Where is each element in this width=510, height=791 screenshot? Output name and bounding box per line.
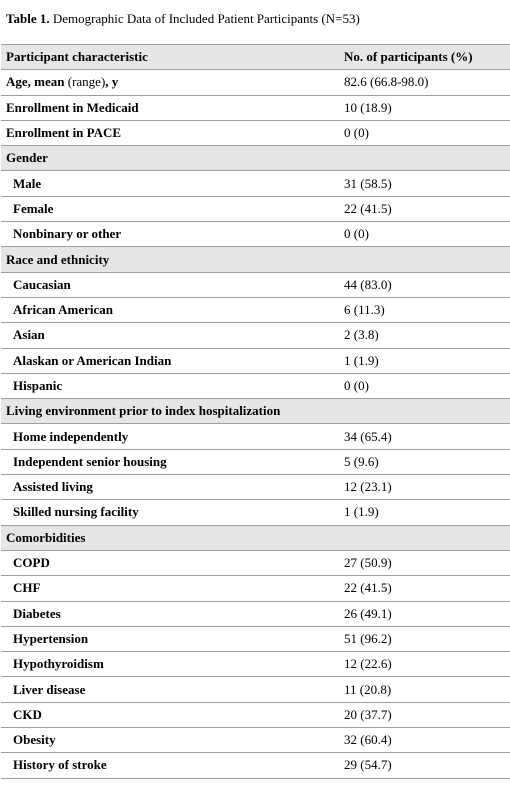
row-label: Nonbinary or other xyxy=(1,222,339,247)
table-row xyxy=(1,424,510,449)
row-label: Independent senior housing xyxy=(1,449,339,474)
row-label: Alaskan or American Indian xyxy=(1,348,339,373)
row-label: CHF xyxy=(1,576,339,601)
row-label: Liver disease xyxy=(1,677,339,702)
table-row-pace xyxy=(1,120,510,145)
row-value: 0 (0) xyxy=(339,222,510,247)
table-row xyxy=(1,297,510,322)
row-value: 2 (3.8) xyxy=(339,323,510,348)
row-label: Male xyxy=(1,171,339,196)
row-label: Hypothyroidism xyxy=(1,652,339,677)
table-row-medicaid xyxy=(1,95,510,120)
section-title: Living environment prior to index hospitalization xyxy=(1,399,510,424)
age-label-part2: , y xyxy=(105,74,119,90)
age-label-range: (range) xyxy=(67,74,106,90)
table-row xyxy=(1,272,510,297)
table-row xyxy=(1,550,510,575)
row-value: 12 (23.1) xyxy=(339,475,510,500)
row-value: 32 (60.4) xyxy=(339,728,510,753)
table-row xyxy=(1,576,510,601)
row-value: 51 (96.2) xyxy=(339,626,510,651)
row-label: Female xyxy=(1,196,339,221)
table-caption xyxy=(6,10,360,28)
row-value: 1 (1.9) xyxy=(339,348,510,373)
row-value: 82.6 (66.8-98.0) xyxy=(339,70,510,95)
row-label: CKD xyxy=(1,702,339,727)
row-label: Enrollment in PACE xyxy=(1,120,339,145)
table-row xyxy=(1,601,510,626)
row-value: 0 (0) xyxy=(339,120,510,145)
table-row xyxy=(1,196,510,221)
table-row xyxy=(1,702,510,727)
row-label: Hispanic xyxy=(1,373,339,398)
row-value: 31 (58.5) xyxy=(339,171,510,196)
section-living-environment xyxy=(1,399,510,424)
row-label: COPD xyxy=(1,550,339,575)
row-label: Asian xyxy=(1,323,339,348)
caption-text: Demographic Data of Included Patient Participants (N=53) xyxy=(49,11,360,26)
row-label: Diabetes xyxy=(1,601,339,626)
table-row xyxy=(1,449,510,474)
row-value: 1 (1.9) xyxy=(339,500,510,525)
row-label xyxy=(1,70,339,95)
table-row xyxy=(1,171,510,196)
row-label: Obesity xyxy=(1,728,339,753)
row-label: African American xyxy=(1,297,339,322)
row-value: 29 (54.7) xyxy=(339,753,510,778)
section-title: Comorbidities xyxy=(1,525,510,550)
table-row xyxy=(1,652,510,677)
table-row-age xyxy=(1,70,510,95)
row-value: 6 (11.3) xyxy=(339,297,510,322)
table-row xyxy=(1,677,510,702)
table-row xyxy=(1,373,510,398)
demographics-table xyxy=(1,44,510,779)
table-row xyxy=(1,753,510,778)
header-participants: No. of participants (%) xyxy=(339,45,510,70)
row-value: 12 (22.6) xyxy=(339,652,510,677)
table-row xyxy=(1,323,510,348)
row-value: 0 (0) xyxy=(339,373,510,398)
table-row xyxy=(1,728,510,753)
row-value: 44 (83.0) xyxy=(339,272,510,297)
caption-label: Table 1. xyxy=(6,11,50,26)
row-value: 11 (20.8) xyxy=(339,677,510,702)
row-value: 26 (49.1) xyxy=(339,601,510,626)
section-gender xyxy=(1,146,510,171)
row-label: History of stroke xyxy=(1,753,339,778)
row-value: 27 (50.9) xyxy=(339,550,510,575)
row-label: Assisted living xyxy=(1,475,339,500)
row-value: 22 (41.5) xyxy=(339,576,510,601)
table-row xyxy=(1,222,510,247)
row-value: 34 (65.4) xyxy=(339,424,510,449)
row-label: Home independently xyxy=(1,424,339,449)
section-race xyxy=(1,247,510,272)
header-characteristic: Participant characteristic xyxy=(1,45,339,70)
age-label-part1: Age, mean xyxy=(6,74,68,90)
table-header-row xyxy=(1,45,510,70)
row-value: 5 (9.6) xyxy=(339,449,510,474)
table-row xyxy=(1,500,510,525)
table-row xyxy=(1,475,510,500)
row-label: Hypertension xyxy=(1,626,339,651)
table-row xyxy=(1,348,510,373)
row-label: Skilled nursing facility xyxy=(1,500,339,525)
section-comorbidities xyxy=(1,525,510,550)
row-value: 20 (37.7) xyxy=(339,702,510,727)
row-label: Caucasian xyxy=(1,272,339,297)
row-value: 22 (41.5) xyxy=(339,196,510,221)
table-row xyxy=(1,626,510,651)
row-value: 10 (18.9) xyxy=(339,95,510,120)
row-label: Enrollment in Medicaid xyxy=(1,95,339,120)
section-title: Race and ethnicity xyxy=(1,247,510,272)
section-title: Gender xyxy=(1,146,510,171)
